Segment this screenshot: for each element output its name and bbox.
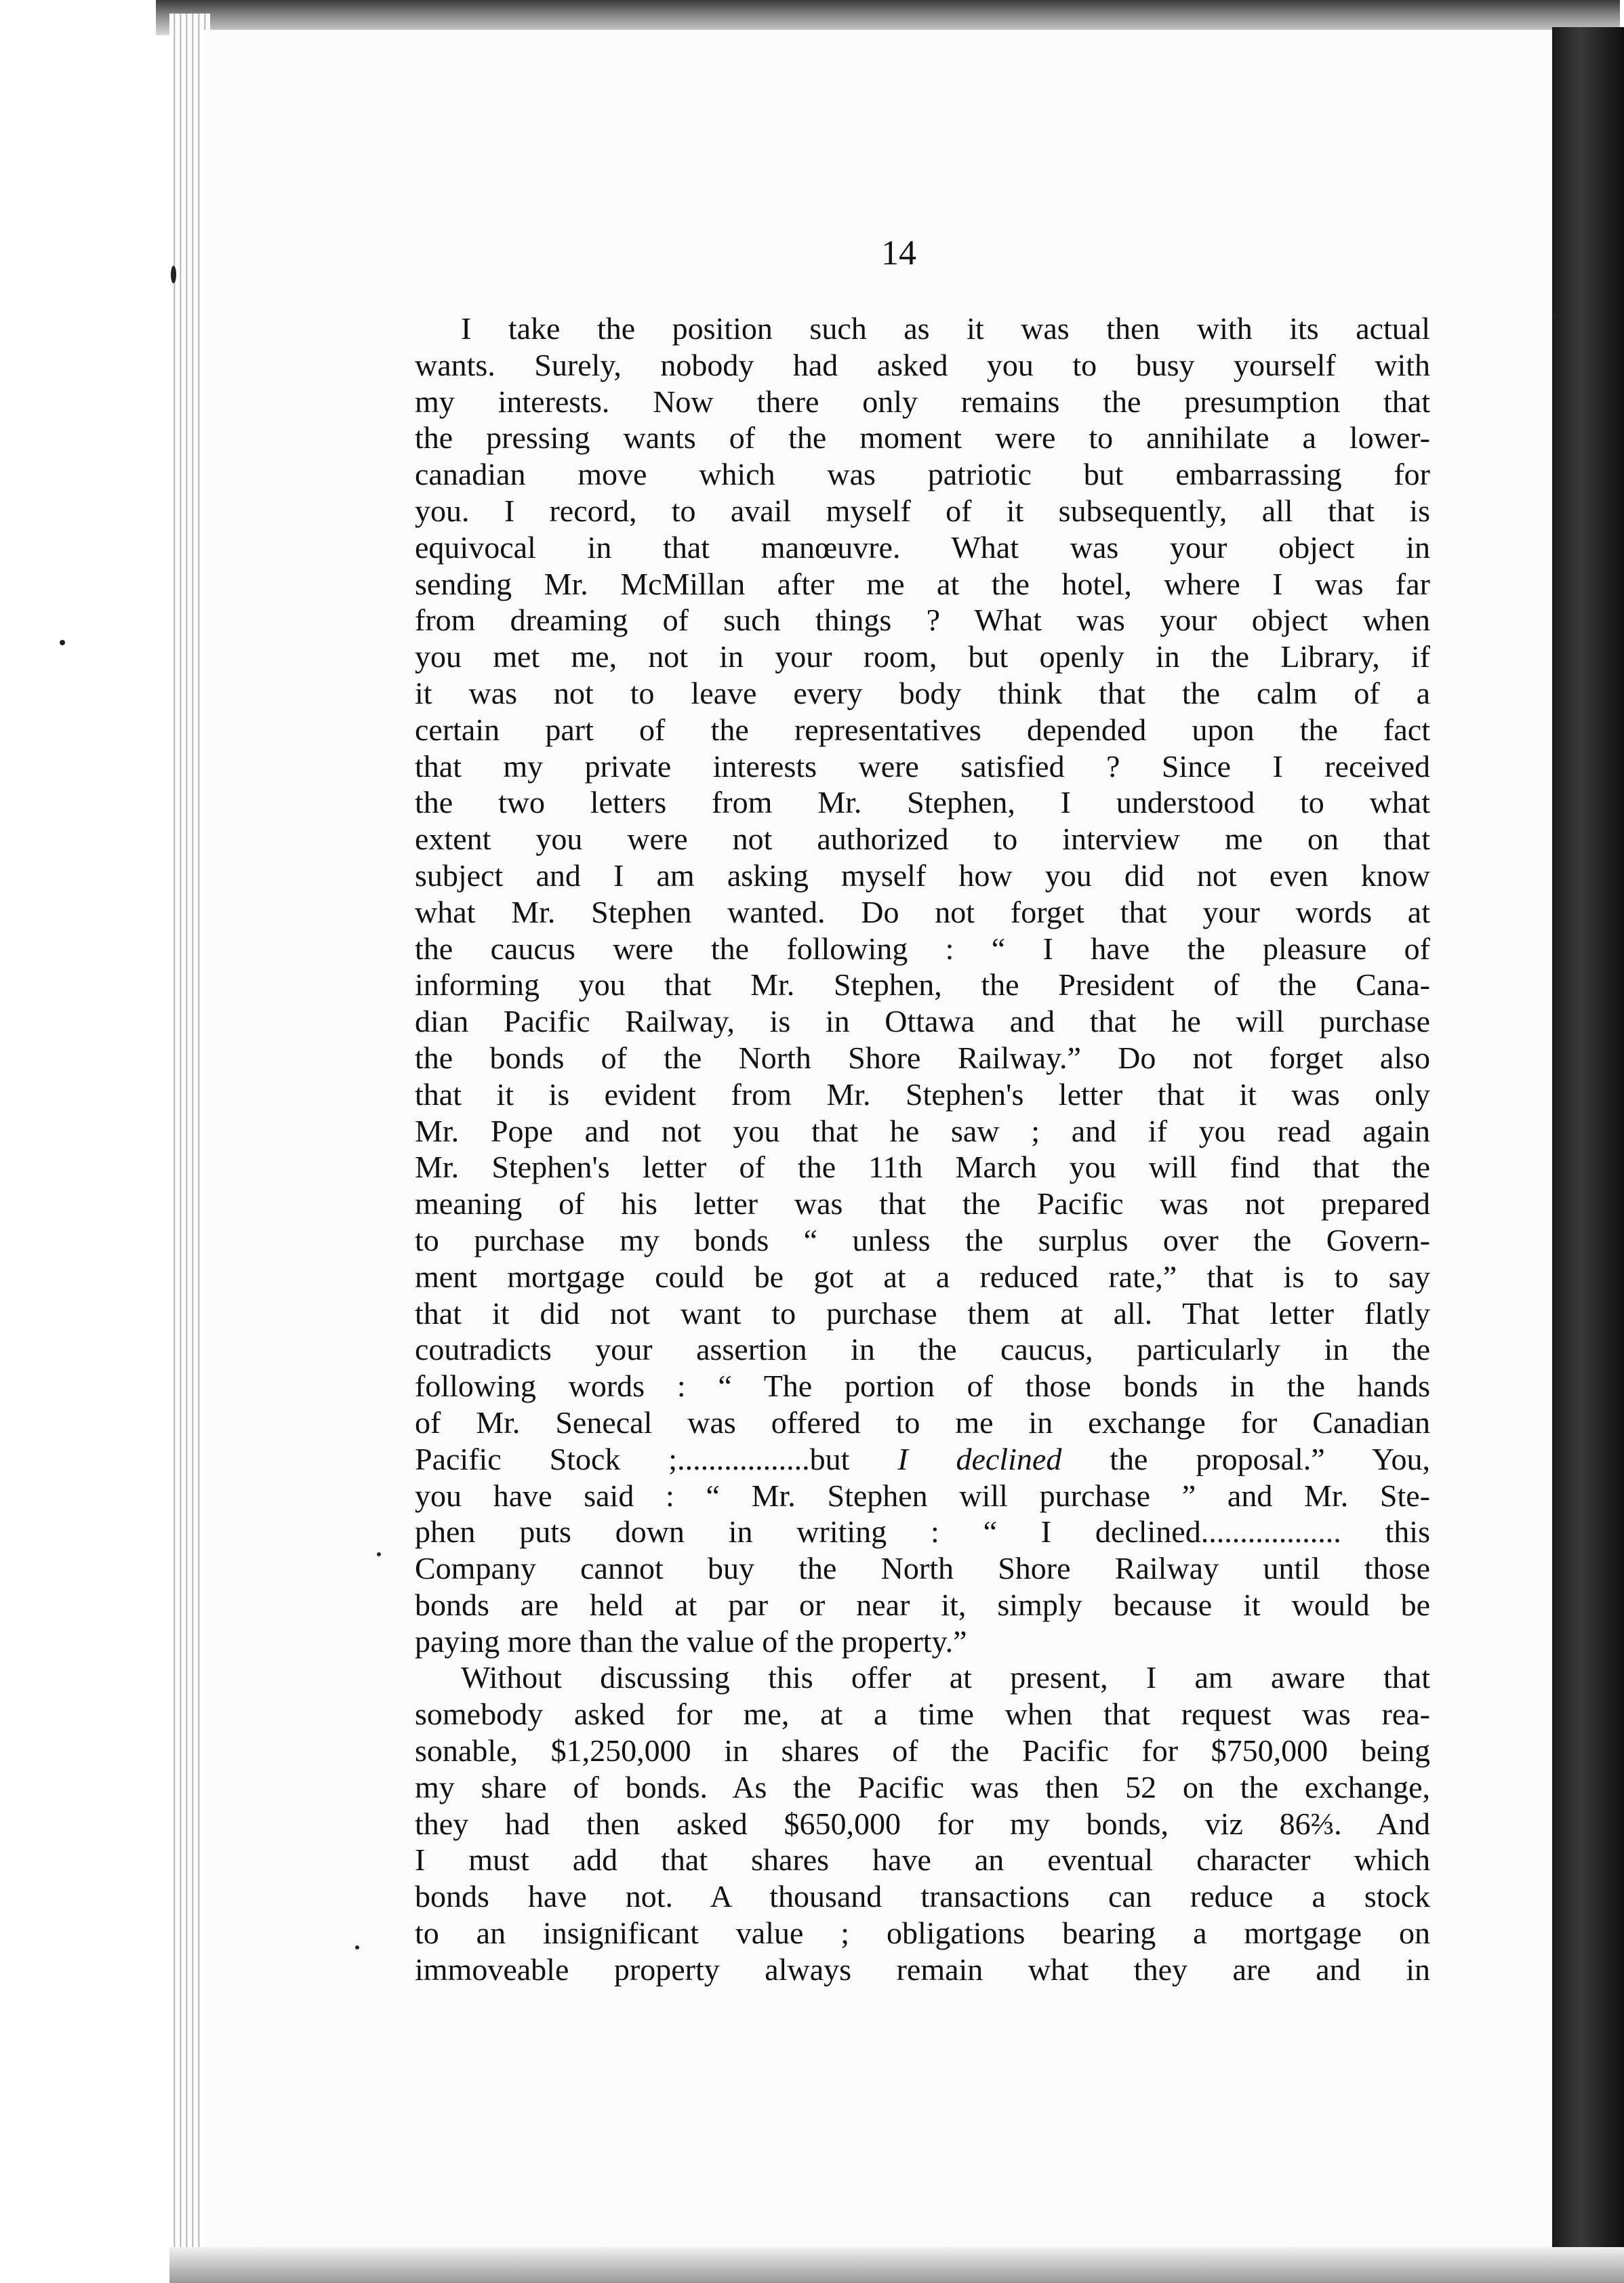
text-line: immoveable property always remain what they are and in xyxy=(415,1952,1430,1987)
scan-speck xyxy=(1553,313,1558,319)
text-line: canadian move which was patriotic but embarrassing for xyxy=(415,457,1430,492)
text-line: somebody asked for me, at a time when that request was rea- xyxy=(415,1697,1430,1732)
text-line: paying more than the value of the property.” xyxy=(415,1623,967,1659)
text-line: the two letters from Mr. Stephen, I understood to what xyxy=(415,785,1430,820)
text-line: what Mr. Stephen wanted. Do not forget that your words at xyxy=(415,894,1430,929)
text-line: Without discussing this offer at present, I am aware that xyxy=(461,1660,1430,1695)
text-line: they had then asked $650,000 for my bonds, viz 86⅔. And xyxy=(415,1806,1430,1841)
text-line: I take the position such as it was then with its actual xyxy=(461,311,1430,346)
italic-emphasis: I declined xyxy=(897,1441,1062,1476)
text-line: to purchase my bonds “ unless the surplus over the Govern- xyxy=(415,1222,1430,1257)
text-line: bonds are held at par or near it, simply because it would be xyxy=(415,1587,1430,1622)
text-line: my interests. Now there only remains the presumption that xyxy=(415,384,1430,419)
text-line: that it is evident from Mr. Stephen's letter that it was only xyxy=(415,1076,1430,1112)
bottom-edge-shadow xyxy=(169,2247,1624,2283)
text-line: the bonds of the North Shore Railway.” Do not forget also xyxy=(415,1040,1430,1075)
text-line: extent you were not authorized to interview me on that xyxy=(415,822,1430,857)
text-line: bonds have not. A thousand transactions can reduce a stock xyxy=(415,1879,1430,1914)
text-line: the caucus were the following : “ I have the pleasure of xyxy=(415,931,1430,966)
text-line: you. I record, to avail myself of it subsequently, all that is xyxy=(415,493,1430,528)
body-text xyxy=(415,310,1430,1988)
scan-speck xyxy=(355,1945,359,1949)
text-line: I must add that shares have an eventual character which xyxy=(415,1842,1430,1878)
text-line: wants. Surely, nobody had asked you to busy yourself with xyxy=(415,347,1430,382)
text-fragment: Pacific Stock ;.................but xyxy=(415,1441,898,1476)
text-line: to an insignificant value ; obligations bearing a mortgage on xyxy=(415,1916,1430,1951)
text-line: the pressing wants of the moment were to annihilate a lower- xyxy=(415,420,1430,456)
text-line: subject and I am asking myself how you did not even know xyxy=(415,857,1430,893)
right-binding-shadow xyxy=(1552,27,1624,2250)
text-line: that my private interests were satisfied ? Since I received xyxy=(415,748,1430,784)
text-line: sending Mr. McMillan after me at the hotel, where I was far xyxy=(415,566,1430,601)
text-line: from dreaming of such things ? What was your object when xyxy=(415,603,1430,638)
text-line: Mr. Stephen's letter of the 11th March you will find that the xyxy=(415,1150,1430,1185)
text-line: meaning of his letter was that the Pacific was not prepared xyxy=(415,1186,1430,1221)
text-line: ment mortgage could be got at a reduced rate,” that is to say xyxy=(415,1259,1430,1294)
text-line: that it did not want to purchase them at all. That letter flatly xyxy=(415,1295,1430,1331)
text-line: it was not to leave every body think that the calm of a xyxy=(415,675,1430,710)
text-line: equivocal in that manœuvre. What was your object in xyxy=(415,529,1430,565)
text-line: Company cannot buy the North Shore Railway until those xyxy=(415,1551,1430,1586)
text-line: certain part of the representatives depended upon the fact xyxy=(415,712,1430,747)
text-line: following words : “ The portion of those bonds in the hands xyxy=(415,1369,1430,1404)
text-line: coutradicts your assertion in the caucus, particularly in the xyxy=(415,1332,1430,1367)
text-line: my share of bonds. As the Pacific was then 52 on the exchange, xyxy=(415,1769,1430,1804)
text-line: phen puts down in writing : “ I declined.................. this xyxy=(415,1514,1430,1550)
text-line: sonable, $1,250,000 in shares of the Pacific for $750,000 being xyxy=(415,1733,1430,1769)
text-fragment: the proposal.” You, xyxy=(1061,1441,1430,1476)
text-line: dian Pacific Railway, is in Ottawa and that he will purchase xyxy=(415,1004,1430,1039)
text-line: informing you that Mr. Stephen, the President of the Cana- xyxy=(415,967,1430,1003)
text-line: you met me, not in your room, but openly in the Library, if xyxy=(415,639,1430,674)
scan-speck xyxy=(60,640,65,645)
page-number: 14 xyxy=(881,234,916,272)
scan-speck xyxy=(171,266,176,283)
text-line: of Mr. Senecal was offered to me in exchange for Canadian xyxy=(415,1405,1430,1440)
scan-speck xyxy=(377,1552,381,1556)
text-line: you have said : “ Mr. Stephen will purchase ” and Mr. Ste- xyxy=(415,1478,1430,1513)
text-line xyxy=(415,1441,1430,1478)
text-line: Mr. Pope and not you that he saw ; and if you read again xyxy=(415,1113,1430,1148)
